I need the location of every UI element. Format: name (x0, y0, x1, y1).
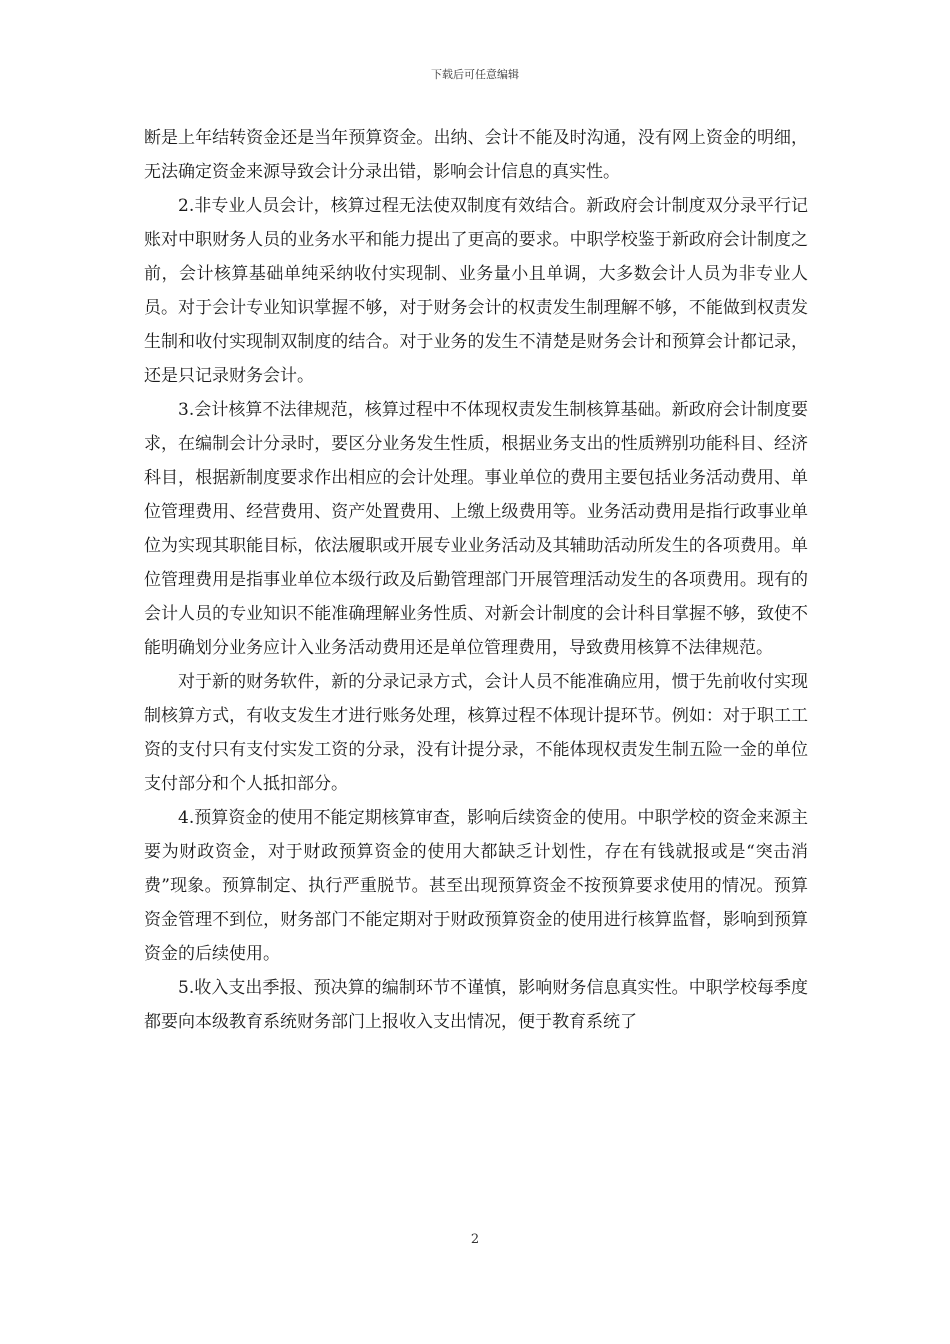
paragraph-item-3: 3.会计核算不法律规范，核算过程中不体现权责发生制核算基础。新政府会计制度要求，在编制会计分录时，要区分业务发生性质，根据业务支出的性质辨别功能科目、经济科目，根据新制度要求作出相应的会计处理。事业单位的费用主要包括业务活动费用、单位管理费用、经营费用、资产处置费用、上缴上级费用等。业务活动费用是指行政事业单位为实现其职能目标，依法履职或开展专业业务活动及其辅助活动所发生的各项费用。单位管理费用是指事业单位本级行政及后勤管理部门开展管理活动发生的各项费用。现有的会计人员的专业知识不能准确理解业务性质、对新会计制度的会计科目掌握不够，致使不能明确划分业务应计入业务活动费用还是单位管理费用，导致费用核算不法律规范。 (144, 400, 808, 658)
paragraph-software: 对于新的财务软件，新的分录记录方式，会计人员不能准确应用，惯于先前收付实现制核算方式，有收支发生才进行账务处理，核算过程不体现计提环节。例如：对于职工工资的支付只有支付实发工资的分录，没有计提分录，不能体现权责发生制五险一金的单位支付部分和个人抵扣部分。 (144, 672, 808, 794)
document-body (144, 121, 808, 1039)
paragraph-item-2: 2.非专业人员会计，核算过程无法使双制度有效结合。新政府会计制度双分录平行记账对中职财务人员的业务水平和能力提出了更高的要求。中职学校鉴于新政府会计制度之前，会计核算基础单纯采纳收付实现制、业务量小且单调，大多数会计人员为非专业人员。对于会计专业知识掌握不够，对于财务会计的权责发生制理解不够，不能做到权责发生制和收付实现制双制度的结合。对于业务的发生不清楚是财务会计和预算会计都记录，还是只记录财务会计。 (144, 196, 808, 386)
paragraph-item-4: 4.预算资金的使用不能定期核算审查，影响后续资金的使用。中职学校的资金来源主要为财政资金，对于财政预算资金的使用大都缺乏计划性，存在有钱就报或是“突击消费”现象。预算制定、执行严重脱节。甚至出现预算资金不按预算要求使用的情况。预算资金管理不到位，财务部门不能定期对于财政预算资金的使用进行核算监督，影响到预算资金的后续使用。 (144, 808, 808, 964)
page-header: 下载后可任意编辑 (431, 68, 519, 81)
paragraph-item-5: 5.收入支出季报、预决算的编制环节不谨慎，影响财务信息真实性。中职学校每季度都要向本级教育系统财务部门上报收入支出情况，便于教育系统了 (144, 978, 808, 1032)
page-number: 2 (470, 1232, 480, 1247)
paragraph-continuation: 断是上年结转资金还是当年预算资金。出纳、会计不能及时沟通，没有网上资金的明细，无法确定资金来源导致会计分录出错，影响会计信息的真实性。 (144, 128, 808, 182)
